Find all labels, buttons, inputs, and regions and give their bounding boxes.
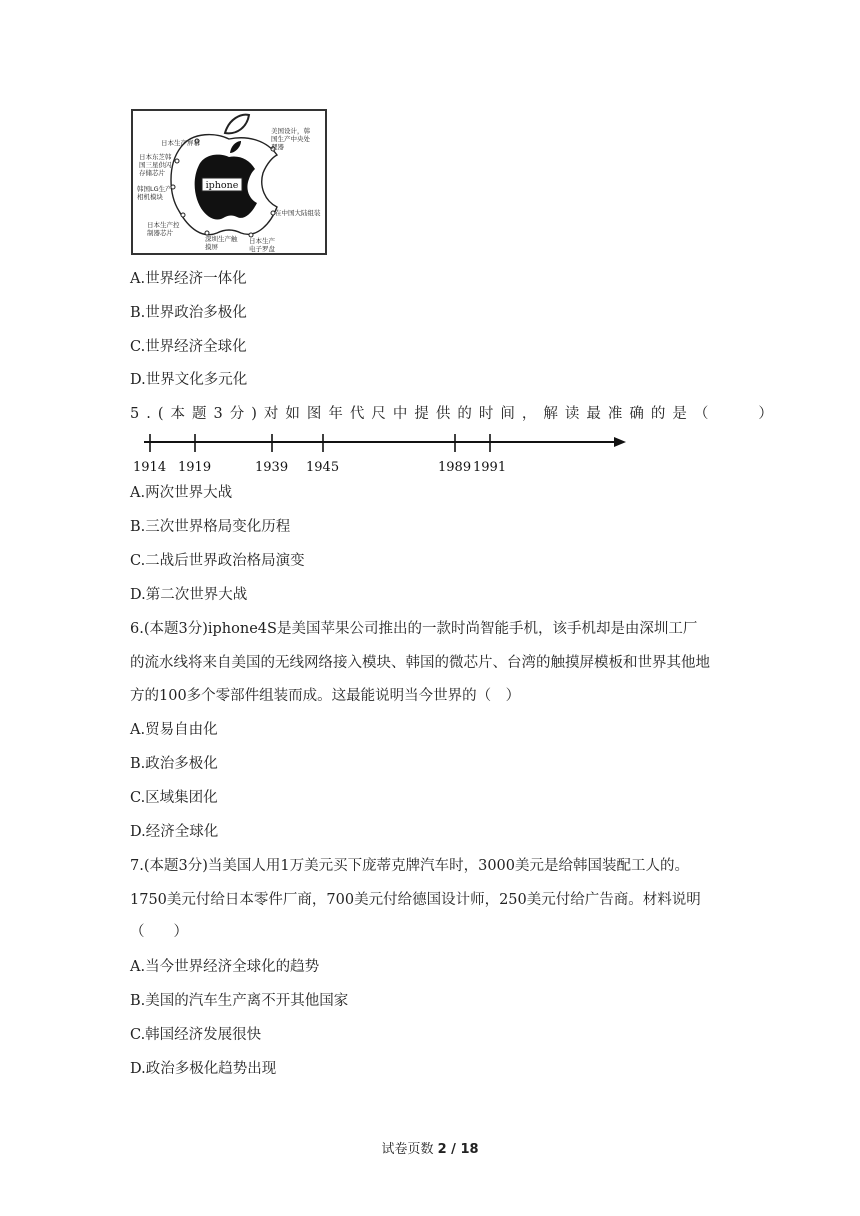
q4-option-d: D.世界文化多元化: [130, 372, 248, 388]
q5-option-b: B.三次世界格局变化历程: [130, 519, 291, 535]
page-footer: [0, 1138, 860, 1157]
timeline-year-1919: 1919: [178, 460, 212, 475]
label-left-1a: 日本东芝韩: [139, 153, 172, 161]
timeline-year-1914: 1914: [133, 460, 167, 475]
label-left-2b: 相机模块: [137, 193, 163, 201]
q6-stem-line-1: 6.(本题3分)iphone4S是美国苹果公司推出的一款时尚智能手机，该手机却是由深圳工厂: [130, 621, 698, 637]
q6-option-c: C.区域集团化: [130, 790, 218, 806]
q6-stem-line-3: 方的100多个零部件组装而成。这最能说明当今世界的（ ）: [130, 688, 521, 704]
q7-stem-line-2: 1750美元付给日本零件厂商，700美元付给德国设计师，250美元付给广告商。材料说明: [130, 892, 701, 908]
q5-option-c: C.二战后世界政治格局演变: [130, 553, 305, 569]
q7-stem-line-3: （ ）: [130, 924, 188, 940]
q7-stem-line-1: 7.(本题3分)当美国人用1万美元买下庞蒂克牌汽车时，3000美元是给韩国装配工人的。: [130, 858, 689, 874]
timeline-arrow: [614, 437, 626, 447]
q5-option-a: A.两次世界大战: [130, 485, 233, 501]
q5-option-d: D.第二次世界大战: [130, 587, 248, 603]
q5-stem: 5.(本题3分)对如图年代尺中提供的时间，解读最准确的是（ ）: [130, 406, 780, 422]
label-left-1b: 国三星供闪: [139, 161, 172, 169]
label-bottom-1b: 摸屏: [205, 243, 218, 251]
timeline-ruler: [128, 430, 638, 478]
q4-option-b: B.世界政治多极化: [130, 305, 247, 321]
q6-option-b: B.政治多极化: [130, 756, 218, 772]
label-bottom-2a: 日本生产: [249, 237, 275, 245]
apple-inner-leaf: [230, 141, 241, 153]
label-bottom-2b: 电子罗盘: [249, 245, 275, 253]
q7-option-b: B.美国的汽车生产离不开其他国家: [130, 993, 349, 1009]
footer-page-number: 2 / 18: [437, 1142, 479, 1157]
label-right-1c: 理器: [271, 143, 284, 151]
label-left-3b: 制器芯片: [147, 229, 173, 237]
label-left-3a: 日本生产控: [147, 221, 180, 229]
apple-leaf: [225, 115, 249, 134]
center-label: iphone: [205, 180, 239, 191]
label-bottom-1a: 深圳生产触: [205, 235, 238, 243]
label-right-1a: 美国设计，韩: [271, 127, 310, 135]
timeline-year-1989: 1989: [438, 460, 472, 475]
apple-logo-diagram: [133, 111, 325, 253]
q7-option-c: C.韩国经济发展很快: [130, 1027, 262, 1043]
label-top-left: 日本生产屏幕: [161, 139, 200, 147]
label-left-2a: 韩国LG生产: [137, 185, 172, 193]
q4-option-c: C.世界经济全球化: [130, 339, 247, 355]
iphone-supply-chain-figure: [131, 109, 327, 255]
timeline-year-1939: 1939: [255, 460, 289, 475]
label-left-1c: 存储芯片: [139, 169, 165, 177]
footer-label: 试卷页数: [381, 1142, 434, 1157]
q7-option-a: A.当今世界经济全球化的趋势: [130, 959, 320, 975]
q4-option-a: A.世界经济一体化: [130, 271, 247, 287]
q7-option-d: D.政治多极化趋势出现: [130, 1061, 277, 1077]
timeline-year-1945: 1945: [306, 460, 340, 475]
timeline-year-1991: 1991: [473, 460, 507, 475]
q6-stem-line-2: 的流水线将来自美国的无线网络接入模块、韩国的微芯片、台湾的触摸屏模板和世界其他地: [130, 655, 710, 671]
label-right-2: 在中国大陆组装: [275, 209, 321, 217]
q6-option-a: A.贸易自由化: [130, 722, 218, 738]
q6-option-d: D.经济全球化: [130, 824, 219, 840]
label-right-1b: 国生产中央处: [271, 135, 310, 143]
